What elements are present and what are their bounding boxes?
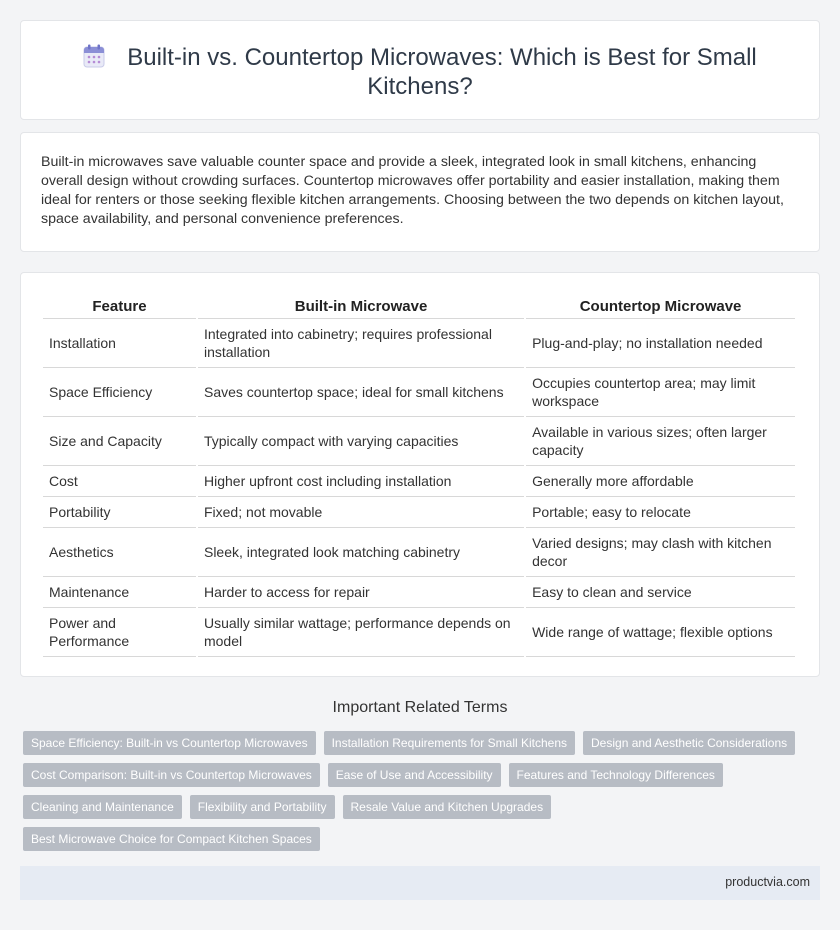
related-term-tag[interactable]: Flexibility and Portability: [190, 795, 335, 819]
page-title: Built-in vs. Countertop Microwaves: Which is Best for Small Kitchens?: [127, 44, 757, 100]
built-in-cell: Typically compact with varying capacities: [198, 417, 524, 466]
summary-card: [20, 132, 820, 252]
feature-cell: Portability: [43, 497, 196, 528]
table-row: [43, 577, 795, 608]
related-term-tag[interactable]: Best Microwave Choice for Compact Kitchen Spaces: [23, 827, 320, 851]
table-row: [43, 417, 795, 466]
related-term-tag[interactable]: Ease of Use and Accessibility: [328, 763, 501, 787]
built-in-cell: Integrated into cabinetry; requires professional installation: [198, 319, 524, 368]
comparison-card: [20, 272, 820, 677]
table-row: [43, 368, 795, 417]
table-row: [43, 608, 795, 657]
countertop-cell: Varied designs; may clash with kitchen decor: [526, 528, 795, 577]
comparison-table: [41, 295, 797, 657]
related-terms-heading: Important Related Terms: [332, 699, 508, 716]
countertop-cell: Available in various sizes; often larger capacity: [526, 417, 795, 466]
footer: [20, 866, 820, 900]
countertop-cell: Plug-and-play; no installation needed: [526, 319, 795, 368]
header-built-in: Built-in Microwave: [198, 295, 524, 319]
related-term-tag[interactable]: Cleaning and Maintenance: [23, 795, 182, 819]
built-in-cell: Usually similar wattage; performance depends on model: [198, 608, 524, 657]
title-card: [20, 20, 820, 120]
table-header-row: [43, 295, 795, 319]
table-row: [43, 497, 795, 528]
built-in-cell: Sleek, integrated look matching cabinetry: [198, 528, 524, 577]
related-term-tag[interactable]: Installation Requirements for Small Kitchens: [324, 731, 575, 755]
feature-cell: Cost: [43, 466, 196, 497]
feature-cell: Aesthetics: [43, 528, 196, 577]
built-in-cell: Harder to access for repair: [198, 577, 524, 608]
related-term-tag[interactable]: Space Efficiency: Built-in vs Countertop Microwaves: [23, 731, 316, 755]
feature-cell: Power and Performance: [43, 608, 196, 657]
built-in-cell: Saves countertop space; ideal for small kitchens: [198, 368, 524, 417]
countertop-cell: Easy to clean and service: [526, 577, 795, 608]
table-row: [43, 319, 795, 368]
feature-cell: Space Efficiency: [43, 368, 196, 417]
related-term-tag[interactable]: Design and Aesthetic Considerations: [583, 731, 795, 755]
footer-site-link[interactable]: productvia.com: [725, 875, 810, 889]
built-in-cell: Fixed; not movable: [198, 497, 524, 528]
header-feature: Feature: [43, 295, 196, 319]
header-countertop: Countertop Microwave: [526, 295, 795, 319]
countertop-cell: Wide range of wattage; flexible options: [526, 608, 795, 657]
related-terms-list: [23, 731, 803, 851]
feature-cell: Size and Capacity: [43, 417, 196, 466]
countertop-cell: Portable; easy to relocate: [526, 497, 795, 528]
countertop-cell: Occupies countertop area; may limit workspace: [526, 368, 795, 417]
related-term-tag[interactable]: Cost Comparison: Built-in vs Countertop Microwaves: [23, 763, 320, 787]
countertop-cell: Generally more affordable: [526, 466, 795, 497]
feature-cell: Maintenance: [43, 577, 196, 608]
summary-text: Built-in microwaves save valuable counter space and provide a sleek, integrated look in small kitchens, enhancing overall design without crowding surfaces. Countertop microwaves offer portability and easier installation, making them ideal for renters or those seeking flexible kitchen arrangements. Choosing between the two depends on kitchen layout, space availability, and personal convenience preferences.: [41, 154, 784, 227]
feature-cell: Installation: [43, 319, 196, 368]
related-term-tag[interactable]: Resale Value and Kitchen Upgrades: [343, 795, 552, 819]
related-term-tag[interactable]: Features and Technology Differences: [509, 763, 723, 787]
built-in-cell: Higher upfront cost including installation: [198, 466, 524, 497]
table-row: [43, 528, 795, 577]
page-title-wrap: [21, 43, 819, 101]
table-row: [43, 466, 795, 497]
calendar-icon: [83, 44, 105, 68]
